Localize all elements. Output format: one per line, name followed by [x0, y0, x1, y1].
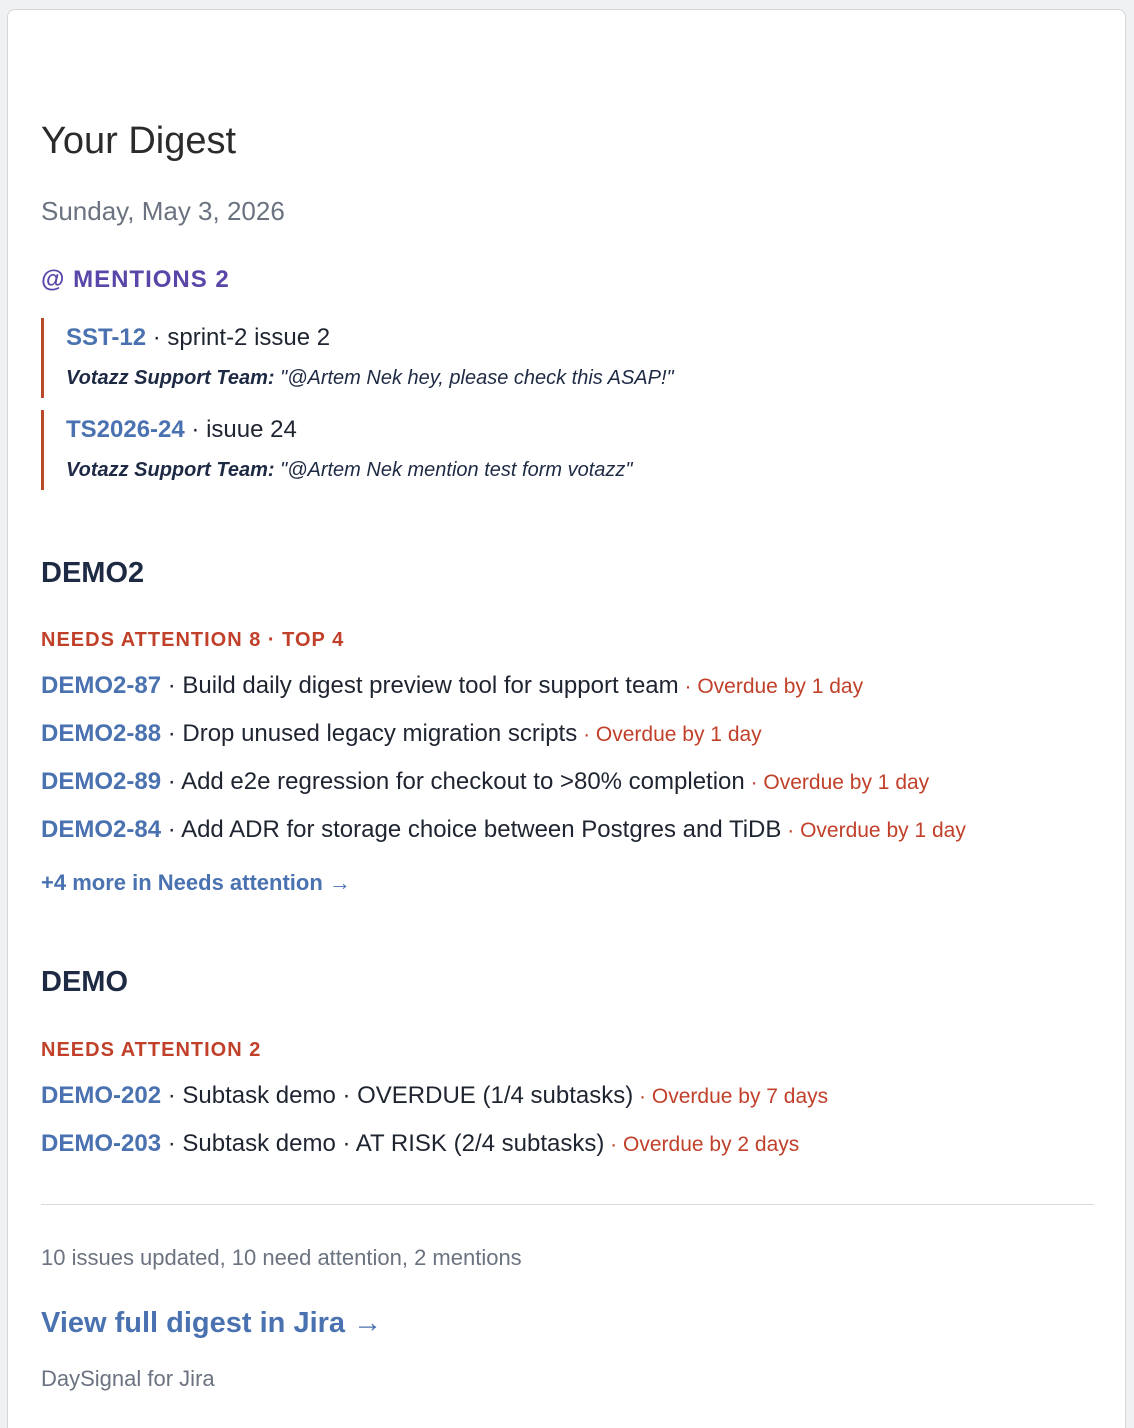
- mention-summary: sprint-2 issue 2: [167, 324, 331, 351]
- needs-attention-label: NEEDS ATTENTION 2: [41, 1039, 262, 1061]
- issue-summary: Subtask demo · AT RISK (2/4 subtasks): [182, 1130, 605, 1157]
- brand-footer: DaySignal for Jira: [41, 1366, 215, 1391]
- issue-row: DEMO-203 · Subtask demo · AT RISK (2/4 subtasks) · Overdue by 2 days: [41, 1130, 800, 1157]
- issue-key-link[interactable]: DEMO-202: [41, 1082, 162, 1109]
- mention-author: Votazz Support Team:: [66, 367, 275, 389]
- more-needs-attention-link[interactable]: +4 more in Needs attention →: [41, 870, 351, 895]
- overdue-status: Overdue by 2 days: [623, 1133, 800, 1156]
- project-heading-demo: DEMO: [41, 966, 128, 998]
- page-title: Your Digest: [41, 120, 237, 162]
- issue-row: DEMO-202 · Subtask demo · OVERDUE (1/4 subtasks) · Overdue by 7 days: [41, 1082, 829, 1109]
- mention-title: SST-12 · sprint-2 issue 2: [66, 324, 331, 351]
- issue-row: DEMO2-87 · Build daily digest preview tool for support team · Overdue by 1 day: [41, 672, 864, 699]
- mention-title: TS2026-24 · isuue 24: [66, 416, 297, 443]
- issue-key-link[interactable]: TS2026-24: [66, 416, 185, 443]
- project-heading-demo2: DEMO2: [41, 557, 145, 589]
- issue-summary: Add ADR for storage choice between Postgres and TiDB: [181, 816, 782, 843]
- issue-key-link[interactable]: DEMO2-88: [41, 720, 162, 747]
- issue-summary: Drop unused legacy migration scripts: [182, 720, 578, 747]
- mention-quote: [66, 450, 841, 490]
- issue-key-link[interactable]: SST-12: [66, 324, 147, 351]
- digest-card: [7, 9, 1126, 1428]
- mention-text: "@Artem Nek mention test form votazz": [280, 459, 633, 481]
- overdue-status: Overdue by 1 day: [800, 819, 966, 842]
- mentions-heading: @ MENTIONS 2: [41, 266, 230, 293]
- issue-summary: Build daily digest preview tool for support team: [182, 672, 679, 699]
- overdue-status: Overdue by 1 day: [763, 771, 930, 794]
- overdue-status: Overdue by 7 days: [651, 1085, 829, 1108]
- overdue-status: Overdue by 1 day: [697, 675, 864, 698]
- issue-row: DEMO2-84 · Add ADR for storage choice between Postgres and TiDB · Overdue by 1 day: [41, 816, 966, 843]
- mention-item: [41, 318, 841, 398]
- issue-row: DEMO2-88 · Drop unused legacy migration scripts · Overdue by 1 day: [41, 720, 762, 747]
- issue-summary: Add e2e regression for checkout to >80% completion: [181, 768, 745, 795]
- issue-summary: Subtask demo · OVERDUE (1/4 subtasks): [182, 1082, 634, 1109]
- view-full-digest-link[interactable]: View full digest in Jira →: [41, 1307, 383, 1339]
- digest-summary: 10 issues updated, 10 need attention, 2 mentions: [41, 1245, 522, 1270]
- mention-summary: isuue 24: [206, 416, 297, 443]
- issue-row: DEMO2-89 · Add e2e regression for checkout to >80% completion · Overdue by 1 day: [41, 768, 930, 795]
- issue-key-link[interactable]: DEMO2-84: [41, 816, 162, 843]
- footer-divider: [41, 1204, 1094, 1205]
- issue-key-link[interactable]: DEMO2-89: [41, 768, 162, 795]
- issue-key-link[interactable]: DEMO-203: [41, 1130, 162, 1157]
- issue-key-link[interactable]: DEMO2-87: [41, 672, 162, 699]
- mention-author: Votazz Support Team:: [66, 459, 275, 481]
- mention-text: "@Artem Nek hey, please check this ASAP!": [280, 367, 674, 389]
- mention-quote: [66, 358, 841, 398]
- digest-date: Sunday, May 3, 2026: [41, 196, 285, 226]
- mention-item: [41, 410, 841, 490]
- overdue-status: Overdue by 1 day: [595, 723, 762, 746]
- needs-attention-label: NEEDS ATTENTION 8 · TOP 4: [41, 629, 345, 651]
